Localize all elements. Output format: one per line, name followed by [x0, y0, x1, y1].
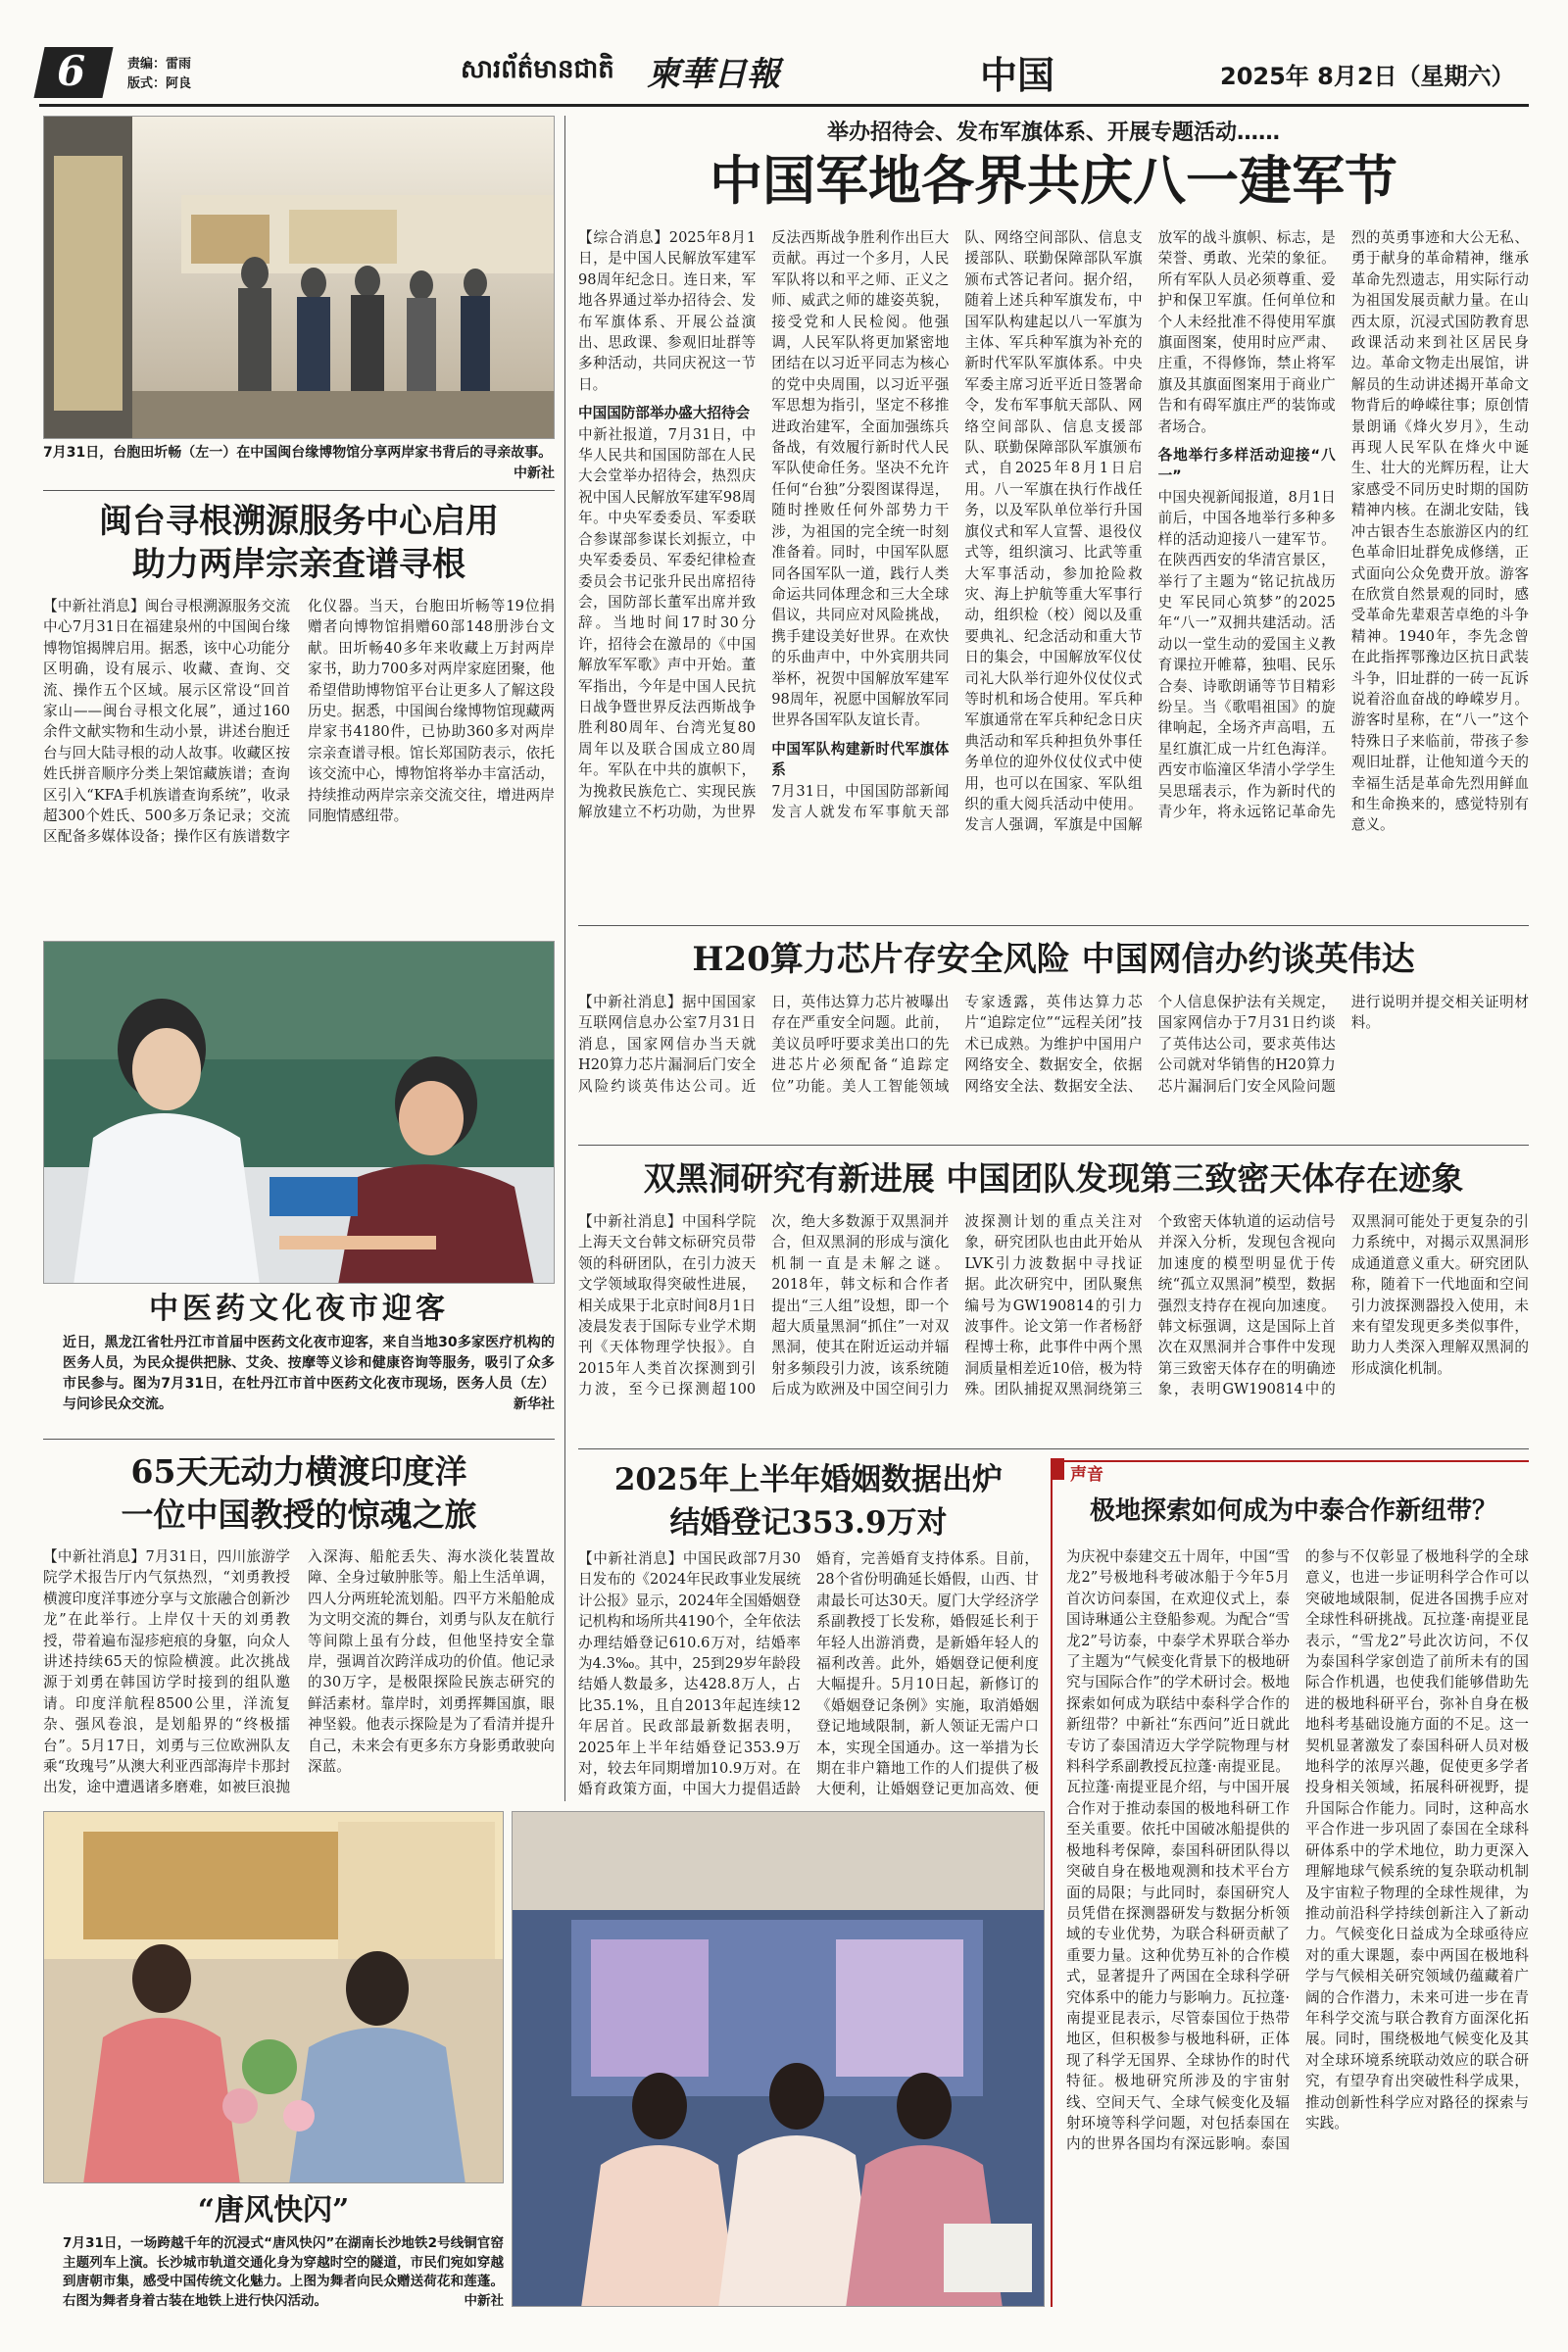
column-label-mark: [1051, 1458, 1064, 1480]
photo-tang-credit: 中新社: [464, 2292, 504, 2309]
top-story-headline: 中国军地各界共庆八一建军节: [710, 150, 1397, 212]
photo-tcm-night-market: [43, 941, 555, 1284]
story-black-hole-body: 【中新社消息】中国科学院上海天文台韩文标研究员带领的科研团队，在引力波天文学领域取得突破性进展，相关成果于北京时间8月1日凌晨发表于国际专业学术期刊《天体物理学快报》。自2015年人类首次探测到引力波，至今已探测超100次，绝大多数源于双黑洞并合，但双黑洞的形成与演化机制一直是未解之谜。2018年，韩文标和合作者提出“三人组”设想，即一个超大质量黑洞“抓住”一对双黑洞，使其在附近运动并辐射多频段引力波，该系统随后成为欧洲及中国空间引力波探测计划的重点关注对象，研究团队也由此开始从LVK引力波数据中寻找证据。此次研究中，团队聚焦编号为GW190814的引力波事件。论文第一作者杨舒程博士称，此事件中两个黑洞质量相差近10倍，极为特殊。团队捕捉双黑洞绕第三个致密天体轨道的运动信号并深入分析，发现包含视向加速度的模型明显优于传统“孤立双黑洞”模型，数据强烈支持存在视向加速度。韩文标强调，这是国际上首次在双黑洞并合事件中发现第三致密天体存在的明确迹象，表明GW190814中的双黑洞可能处于更复杂的引力系统中，对揭示双黑洞形成通道意义重大。研究团队称，随着下一代地面和空间引力波探测器投入使用，未来有望发现更多类似事件，助力人类深入理解双黑洞的形成演化机制。: [578, 1213, 1529, 1398]
story-root-search-headline-line1: 闽台寻根溯源服务中心启用: [99, 502, 499, 541]
story-marriage-headline-line1: 2025年上半年婚姻数据出炉: [613, 1462, 1004, 1497]
photo-museum-caption: [43, 443, 555, 484]
divider: [43, 490, 555, 491]
column-headline: 极地探索如何成为中泰合作新纽带？: [1089, 1496, 1497, 1526]
photo-museum-credit: 中新社: [514, 466, 555, 481]
top-story-sub3: 各地举行多样活动迎接“八一”: [1157, 447, 1336, 485]
header-rule: [39, 104, 1529, 107]
divider: [578, 1145, 1529, 1146]
top-story-sub1: 中国国防部举办盛大招待会: [578, 405, 751, 422]
editor-label: 责编：雷雨: [127, 57, 192, 72]
divider: [578, 1448, 1529, 1449]
column-body: 为庆祝中泰建交五十周年，中国“雪龙2”号极地科考破冰船于今年5月首次访问泰国，在欢迎仪式上，泰国诗琳通公主登船参观。为配合“雪龙2”号访泰，中泰学术界联合举办了主题为“气候变化背景下的极地研究与国际合作”的学术研讨会。极地探索如何成为联结中泰科学合作的新纽带？中新社“东西问”近日就此专访了泰国清迈大学学院物理与材料科学系副教授瓦拉蓬·南提亚昆。瓦拉蓬·南提亚昆介绍，与中国开展合作对于推动泰国的极地科研工作至关重要。依托中国破冰船提供的极地科考保障，泰国科研团队得以突破自身在极地观测和技术平台方面的局限；与此同时，泰国研究人员凭借在探测器研发与数据分析领域的专业优势，为联合科研贡献了重要力量。这种优势互补的合作模式，显著提升了两国在全球科学研究体系中的能力与影响力。瓦拉蓬·南提亚昆表示，尽管泰国位于热带地区，但积极参与极地科研，正体现了科学无国界、全球协作的时代特征。极地研究所涉及的宇宙射线、空间天气、全球气候变化及辐射环境等科学问题，对包括泰国在内的世界各国均有深远影响。泰国的参与不仅彰显了极地科学的全球意义，也进一步证明科学合作可以突破地域限制，促进各国携手应对全球性科研挑战。瓦拉蓬·南提亚昆表示，“雪龙2”号此次访问，不仅为泰国科学家创造了前所未有的国际合作机遇，也使我们能够借助先进的极地科研平台，弥补自身在极地科考基础设施方面的不足。这一契机显著激发了泰国科研人员对极地科学的浓厚兴趣，促使更多学者投身相关领域，拓展科研视野，提升国际合作能力。同时，这种高水平合作进一步巩固了泰国在全球科研体系中的学术地位，助力更深入理解地球气候系统的复杂联动机制及宇宙粒子物理的全球性规律，为推动前沿科学持续创新注入了新动力。气候变化日益成为全球亟待应对的重大课题，泰中两国在极地科学与气候相关研究领域仍蕴藏着广阔的合作潜力，未来可进一步在青年科学交流与联合教育方面深化拓展。同时，围绕极地气候变化及其对全球环境系统联动效应的联合研究，有望孕育出突破性科学成果，推动创新性科学应对路径的探索与实践。: [1066, 1548, 1529, 2153]
photo-tcm-caption-text: 近日，黑龙江省牡丹江市首届中医药文化夜市迎客，来自当地30多家医疗机构的医务人员，为民众提供把脉、艾灸、按摩等义诊和健康咨询等服务，吸引了众多市民参与。图为7月31日，在牡丹江市首中医药文化夜市现场，医务人员（左）与问诊民众交流。: [63, 1335, 555, 1412]
story-indian-ocean-headline-line2: 一位中国教授的惊魂之旅: [121, 1495, 477, 1534]
story-indian-ocean-body: 【中新社消息】7月31日，四川旅游学院学术报告厅内气氛热烈，“刘勇教授横渡印度洋事迹分享与文旅融合创新沙龙”在此举行。上岸仅十天的刘勇教授，带着遍布湿疹疤痕的身躯，向众人讲述持续65天的惊险横渡。此次挑战源于刘勇在韩国访学时接到的组队邀请。印度洋航程8500公里，洋流复杂、强风卷浪，是划船界的“终极擂台”。5月17日，刘勇与三位欧洲队友乘“玫瑰号”从澳大利亚西部海岸卡那封出发，途中遭遇诸多磨难，如被巨浪抛入深海、船舵丢失、海水淡化装置故障、全身过敏肿胀等。船上生活单调，四人分两班轮流划船。四平方米船舱成为文明交流的舞台，刘勇与队友在航行等间隙上虽有分歧，但他坚持安全靠岸，强调首次跨洋成功的价值。他记录的30万字，是极限探险民族志研究的鲜活素材。靠岸时，刘勇挥舞国旗，眼神坚毅。他表示探险是为了看清并提升自己，未来会有更多东方身影勇敢驶向深蓝。: [43, 1548, 555, 1796]
story-marriage-headline: [578, 1458, 1039, 1544]
top-story-lead: 【综合消息】2025年8月1日，是中国人民解放军建军98周年纪念日。连日来，军地各界通过举办招待会、发布军旗体系、开展公益演出、思政课、参观旧址群等多种活动，共同庆祝这一节日。: [578, 229, 757, 393]
top-story-para2: 7月31日，中国国防部新闻发言人就发布军事航天部队、网络空间部队、信息支援部队、联勤保障部队军旗颁布式答记者问。据介绍，随着上述兵种军旗发布，中国军队构建起以八一军旗为主体、军兵种军旗为补充的新时代军队军旗体系。中央军委主席习近平近日签署命令，发布军事航天部队、网络空间部队、信息支援部队、联勤保障部队军旗颁布式，自2025年8月1日启用。八一军旗在执行作战任务，以及军队单位举行升国旗仪式和军人宣誓、退役仪式等，组织演习、比武等重大军事活动，参加抢险救灾、海上护航等重大军事行动，组织检（校）阅以及重要典礼、纪念活动和重大节日的集会，中国解放军仪仗司礼大队举行迎外仪仗仪式等时机和场合使用。军兵种军旗通常在军兵种纪念日庆典活动和军兵种担负外事任务单位的迎外仪仗仪式中使用，也可以在国家、军队组织的重大阅兵活动中使用。发言人强调，军旗是中国解放军的战斗旗帜、标志，是荣誉、勇敢、光荣的象征。所有军队人员必须尊重、爱护和保卫军旗。任何单位和个人未经批准不得使用军旗旗面图案，使用时应严肃、庄重，不得修饰，禁止将军旗及其旗面图案用于商业广告和有碍军旗庄严的装饰或者场合。: [771, 229, 1336, 834]
issue-date: 2025年 8月2日（星期六）: [1220, 63, 1515, 90]
story-marriage-headline-line2: 结婚登记353.9万对: [669, 1505, 948, 1541]
page-header: [39, 39, 1529, 106]
photo-tang-caption: [63, 2234, 504, 2311]
photo-tcm-title: 中医药文化夜市迎客: [149, 1292, 449, 1326]
divider: [43, 1439, 555, 1440]
photo-tcm-credit: 新华社: [514, 1396, 555, 1412]
masthead-khmer: សារព័ត៌មានជាតិ: [461, 55, 614, 84]
top-story-body: [578, 227, 1529, 913]
story-root-search-headline: [43, 500, 555, 586]
top-story-para3: 中国央视新闻报道，8月1日前后，中国各地举行多种多样的活动迎接八一建军节。在陕西西安的华清宫景区，举行了主题为“铭记抗战历史 军民同心筑梦”的2025年“八一”双拥共建活动。活动以一堂生动的爱国主义教育课拉开帷幕，独唱、民乐合奏、诗歌朗诵等节目精彩纷呈。当《歌唱祖国》的旋律响起，全场齐声高唱，五星红旗汇成一片红色海洋。西安市临潼区华清小学学生吴思瑶表示，作为新时代的青少年，将永远铭记革命先烈的英勇事迹和大公无私、勇于献身的革命精神，继承革命先烈遗志，用实际行动为祖国发展贡献力量。在山西太原，沉浸式国防教育思政课活动来到社区居民身边。革命文物走出展馆，讲解员的生动讲述揭开革命文物背后的峥嵘往事；原创情景朗诵《烽火岁月》，生动再现人民军队在烽火中诞生、壮大的光辉历程，让大家感受不同历史时期的国防精神内核。在湖北安陆，钱冲古银杏生态旅游区内的红色革命旧址群免成修缮，正式面向公众免费开放。游客在欣赏自然景观的同时，感受革命先辈艰苦卓绝的斗争精神。1940年，李先念曾在此指挥鄂豫边区抗日武装斗争，旧址群的一砖一瓦诉说着浴血奋战的峥嵘岁月。游客时星称，在“八一”这个特殊日子来临前，带孩子参观旧址群，让他知道今天的幸福生活是革命先烈用鲜血和生命换来的，感觉特别有意义。: [1157, 229, 1529, 834]
photo-tang-subway: [512, 1811, 1045, 2307]
divider: [578, 925, 1529, 926]
masthead-chinese: 柬華日報: [647, 55, 780, 94]
column-divider: [564, 116, 565, 1801]
story-h20-body: 【中新社消息】据中国国家互联网信息办公室7月31日消息，国家网信办当天就H20算力芯片漏洞后门安全风险约谈英伟达公司。近日，英伟达算力芯片被曝出存在严重安全问题。此前，美议员呼吁要求美出口的先进芯片必须配备“追踪定位”功能。美人工智能领域专家透露，英伟达算力芯片“追踪定位”“远程关闭”技术已成熟。为维护中国用户网络安全、数据安全，依据网络安全法、数据安全法、个人信息保护法有关规定，国家网信办于7月31日约谈了英伟达公司，要求英伟达公司就对华销售的H20算力芯片漏洞后门安全风险问题进行说明并提交相关证明材料。: [578, 994, 1529, 1095]
layout-label: 版式：阿良: [127, 76, 192, 91]
photo-museum-caption-text: 7月31日，台胞田圻畅（左一）在中国闽台缘博物馆分享两岸家书背后的寻亲故事。: [43, 445, 553, 461]
page-number: 6: [57, 47, 86, 95]
column-label: 声音: [1070, 1465, 1103, 1485]
photo-tang-title: “唐风快闪”: [197, 2193, 350, 2228]
photo-museum: [43, 116, 555, 439]
top-story-para1: 中新社报道，7月31日，中华人民共和国国防部在人民大会堂举办招待会，热烈庆祝中国人民解放军建军98周年。中央军委委员、军委联合参谋部参谋长刘振立，中央军委委员、军委纪律检查委员会书记张升民出席招待会，国防部长董军出席并致辞。当地时间17时30分许，招待会在激昂的《中国解放军军歌》声中开始。董军指出，今年是中国人民抗日战争暨世界反法西斯战争胜利80周年、台湾光复80周年以及联合国成立80周年。军队在中共的旗帜下，为挽救民族危亡、实现民族解放建立不朽功勋，为世界反法西斯战争胜利作出巨大贡献。再过一个多月，人民军队将以和平之师、正义之师、威武之师的雄姿英貌，接受党和人民检阅。他强调，人民军队将更加紧密地团结在以习近平同志为核心的党中央周围，以习近平强军思想为指引，坚定不移推进政治建军，全面加强练兵备战，有效履行新时代人民军队使命任务。坚决不允许任何“台独”分裂图谋得逞，随时挫败任何外部势力干涉，为祖国的完全统一时刻准备着。同时，中国军队愿同各国军队一道，践行人类命运共同体理念和三大全球倡议，共同应对风险挑战，携手建设美好世界。在欢快的乐曲声中，中外宾朋共同举杯，祝贺中国解放军建军98周年，祝愿中国解放军同世界各国军队友谊长青。: [578, 229, 950, 820]
top-story-kicker: 举办招待会、发布军旗体系、开展专题活动……: [826, 121, 1280, 145]
top-story-sub2: 中国军队构建新时代军旗体系: [771, 740, 950, 779]
section-title: 中国: [980, 54, 1055, 97]
story-indian-ocean-headline-line1: 65天无动力横渡印度洋: [130, 1452, 467, 1491]
story-black-hole-headline: 双黑洞研究有新进展 中国团队发现第三致密天体存在迹象: [643, 1159, 1464, 1198]
photo-tang-caption-text: 7月31日，一场跨越千年的沉浸式“唐风快闪”在湖南长沙地铁2号线铜官窑主题列车上演。长沙城市轨道交通化身为穿越时空的隧道，市民们宛如穿越到唐朝市集，感受中国传统文化魅力。上图为舞者向民众赠送荷花和莲蓬。右图为舞者身着古装在地铁上进行快闪活动。: [63, 2235, 504, 2309]
story-indian-ocean-headline: [43, 1450, 555, 1537]
story-marriage-body: 【中新社消息】中国民政部7月30日发布的《2024年民政事业发展统计公报》显示，2024年全国婚姻登记机构和场所共4190个，全年依法办理结婚登记610.6万对，结婚率为4.3‰。其中，25到29岁年龄段结婚人数最多，达428.8万人，占比35.1%，且自2013年起连续12年居首。民政部最新数据表明，2025年上半年结婚登记353.9万对，较去年同期增加10.9万对。在婚育政策方面，中国大力提倡适龄婚育，完善婚育支持体系。目前，28个省份明确延长婚假，山西、甘肃最长可达30天。厦门大学经济学系副教授丁长发称，婚假延长利于年轻人出游消费，是新婚年轻人的福利改善。此外，婚姻登记便利度大幅提升。5月10日起，新修订的《婚姻登记条例》实施，取消婚姻登记地域限制，新人领证无需户口本，实现全国通办。这一举措为长期在非户籍地工作的人们提供了极大便利，让婚姻登记更加高效、便: [578, 1550, 1039, 1798]
story-root-search-body: 【中新社消息】闽台寻根溯源服务交流中心7月31日在福建泉州的中国闽台缘博物馆揭牌启用。据悉，该中心功能分区明确，设有展示、收藏、查询、交流、操作五个区域。展示区常设“回首家山——闽台寻根文化展”，通过160余件文献实物和生动小景，讲述台胞迁台与回大陆寻根的动人故事。收藏区按姓氏拼音顺序分类上架馆藏族谱；查询区引入“KFA手机族谱查询系统”，收录超300个姓氏、500多万条记录；交流区配备多媒体设备；操作区有族谱数字化仪器。当天，台胞田圻畅等19位捐赠者向博物馆捐赠60部148册涉台文献。田圻畅40多年来收藏上万封两岸家书，助力700多对两岸家庭团聚，他希望借助博物馆平台让更多人了解这段历史。据悉，中国闽台缘博物馆现藏两岸家书4180件，已协助360多对两岸宗亲查谱寻根。馆长郑国防表示，依托该交流中心，博物馆将举办丰富活动，持续推动两岸宗亲交流交往，增进两岸同胞情感纽带。: [43, 598, 555, 846]
story-h20-headline: H20算力芯片存安全风险 中国网信办约谈英伟达: [692, 940, 1415, 979]
photo-tang-lotus: [43, 1811, 504, 2183]
photo-tcm-caption: [63, 1333, 555, 1415]
story-root-search-headline-line2: 助力两岸宗亲查谱寻根: [132, 545, 466, 584]
